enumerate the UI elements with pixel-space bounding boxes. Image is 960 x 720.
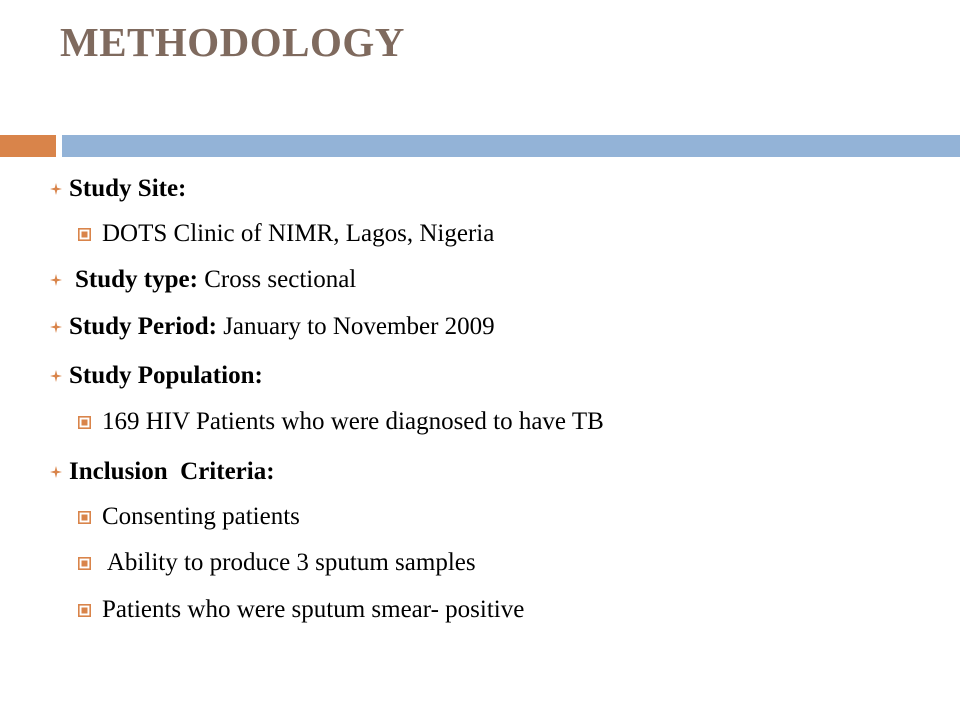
- bullet-label: Inclusion Criteria:: [69, 458, 275, 485]
- diamond-bullet-icon: [50, 466, 69, 478]
- bullet-text: January to November 2009: [216, 313, 495, 340]
- bullet-text: Cross sectional: [197, 266, 357, 293]
- sub-bullet-text: Ability to produce 3 sputum samples: [102, 549, 476, 576]
- sub-bullet-text: Patients who were sputum smear- positive: [102, 596, 525, 623]
- bullet-label: Study type:: [75, 266, 198, 293]
- sub-bullet-text: DOTS Clinic of NIMR, Lagos, Nigeria: [102, 220, 495, 247]
- sub-bullet-item-clinic: [78, 218, 494, 250]
- sub-bullet-text: Consenting patients: [102, 503, 300, 530]
- square-bullet-icon: [78, 228, 102, 241]
- bullet-item-study-period: [50, 311, 495, 343]
- sub-bullet-item-sputum-samples: [78, 547, 476, 579]
- diamond-bullet-icon: [50, 183, 69, 195]
- bullet-item-inclusion-criteria: [50, 456, 275, 488]
- bullet-label: Study Population:: [69, 362, 263, 389]
- bullet-item-study-site: [50, 173, 186, 205]
- bullet-item-study-population: [50, 360, 263, 392]
- diamond-bullet-icon: [50, 321, 69, 333]
- square-bullet-icon: [78, 416, 102, 429]
- diamond-bullet-icon: [50, 274, 69, 286]
- bullet-label: Study Site:: [69, 175, 187, 202]
- diamond-bullet-icon: [50, 370, 69, 382]
- square-bullet-icon: [78, 511, 102, 524]
- square-bullet-icon: [78, 557, 102, 570]
- sub-bullet-item-population: [78, 406, 604, 438]
- slide-title: METHODOLOGY: [60, 19, 405, 65]
- sub-bullet-text: 169 HIV Patients who were diagnosed to have TB: [102, 408, 604, 435]
- sub-bullet-item-consenting: [78, 501, 300, 533]
- bullet-label: Study Period:: [69, 313, 217, 340]
- square-bullet-icon: [78, 604, 102, 617]
- bullet-item-study-type: [50, 264, 356, 296]
- sub-bullet-item-smear-positive: [78, 594, 524, 626]
